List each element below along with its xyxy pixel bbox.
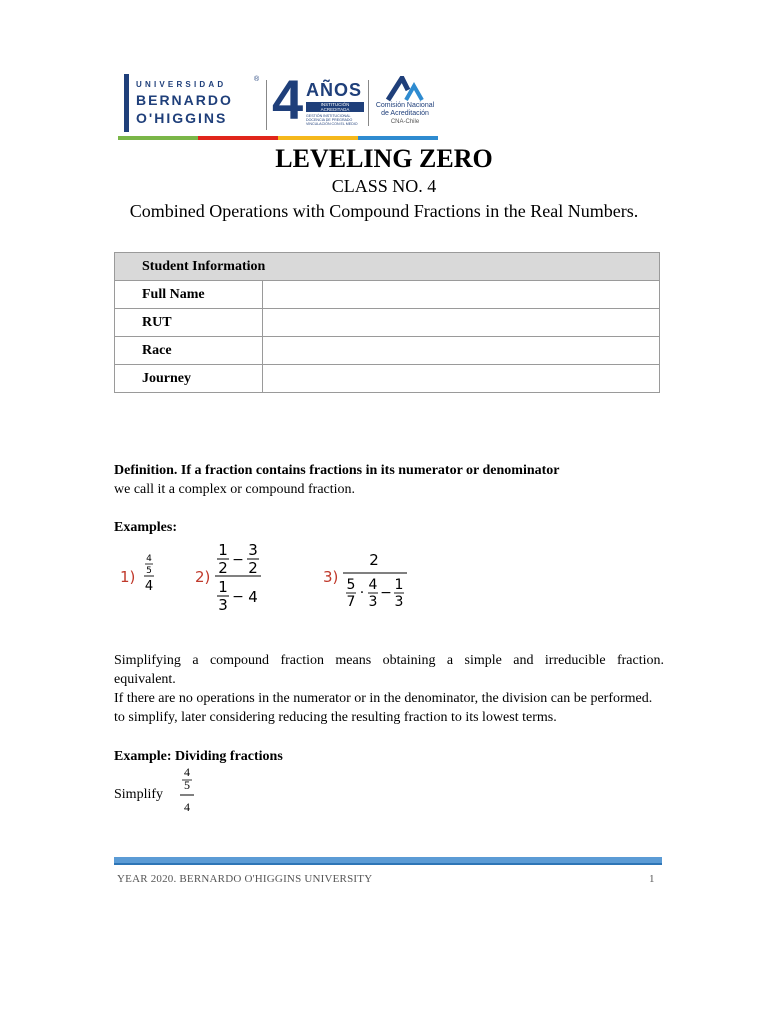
accreditation-years: AÑOS — [306, 80, 363, 100]
logo-ohiggins-word: O'HIGGINS — [136, 110, 228, 126]
page-number: 1 — [649, 873, 655, 885]
table-row — [115, 281, 660, 309]
example-2-d2: 2 — [248, 559, 258, 577]
table-row — [115, 365, 660, 393]
table-header-row — [115, 253, 660, 281]
example-3-c-den: 3 — [394, 594, 404, 610]
example-3-op: − — [380, 585, 392, 601]
field-value-full-name[interactable] — [263, 281, 660, 309]
cna-text — [372, 102, 438, 126]
example-3-a-den: 7 — [346, 594, 356, 610]
cna-line2: de Acreditación — [381, 110, 429, 117]
example-3-a-num: 5 — [346, 577, 356, 593]
student-info-table — [114, 252, 660, 393]
page-title: LEVELING ZERO — [275, 144, 493, 173]
definition-rest: we call it a complex or compound fraction. — [114, 482, 356, 497]
field-label-rut: RUT — [115, 309, 263, 337]
stripe-segment — [118, 136, 198, 140]
field-value-journey[interactable] — [263, 365, 660, 393]
registered-mark: ® — [254, 76, 260, 83]
simplify-line-3: If there are no operations in the numerator or in the denominator, the division can be performed. — [114, 691, 653, 706]
footer-bar-line — [114, 863, 662, 865]
logo-divider — [266, 80, 267, 130]
example-3-b-den: 3 — [368, 594, 378, 610]
example-3-b-num: 4 — [368, 577, 378, 593]
accreditation-logo — [272, 68, 368, 132]
example-1-label: 1) — [120, 568, 136, 586]
field-value-race[interactable] — [263, 337, 660, 365]
example-2-n3: 1 — [218, 578, 228, 596]
simplify-fraction-mid: 5 — [184, 778, 190, 792]
example-2-op2: − — [232, 589, 244, 605]
example-1-inner-den: 5 — [146, 566, 152, 576]
accreditation-number: 4 — [272, 68, 304, 131]
cna-logo — [372, 76, 438, 136]
example-2-w: 4 — [248, 588, 258, 606]
simplify-line-2: equivalent. — [114, 672, 176, 687]
accreditation-detail: GESTIÓN INSTITUCIONAL DOCENCIA DE PREGRADO VINCULACIÓN CON EL MEDIO — [306, 114, 358, 127]
logo-bernardo-word: BERNARDO — [136, 92, 233, 108]
simplify-word: Simplify — [114, 787, 164, 802]
logo-university-word: UNIVERSIDAD — [136, 80, 227, 89]
footer-text: YEAR 2020. BERNARDO O'HIGGINS UNIVERSITY — [117, 873, 373, 885]
logo-divider-2 — [368, 80, 369, 126]
example-dividing-heading: Example: Dividing fractions — [114, 749, 283, 764]
example-3-label: 3) — [323, 568, 339, 586]
stripe-segment — [278, 136, 358, 140]
examples-figure — [114, 540, 434, 616]
simplify-line-1: Simplifying a compound fraction means obtaining a simple and irreducible fraction. — [114, 653, 664, 668]
accreditation-band: INSTITUCIÓN ACREDITADA — [306, 102, 364, 112]
example-2-n2: 3 — [248, 541, 258, 559]
cna-line3: CNA-Chile — [390, 119, 420, 125]
example-3-c-num: 1 — [394, 577, 404, 593]
stripe-segment — [358, 136, 438, 140]
cna-mark-icon — [384, 76, 424, 102]
example-1-outer-num: 4 — [146, 554, 152, 564]
example-2-n1: 1 — [218, 541, 228, 559]
example-2-d1: 2 — [218, 559, 228, 577]
logo-bar — [124, 74, 129, 132]
field-label-journey: Journey — [115, 365, 263, 393]
table-row — [115, 309, 660, 337]
field-label-full-name: Full Name — [115, 281, 263, 309]
example-3-top: 2 — [369, 551, 379, 569]
simplify-fraction-den: 4 — [184, 800, 190, 814]
header-color-stripe — [118, 136, 438, 140]
example-3-dot: · — [359, 585, 365, 601]
class-number: CLASS NO. 4 — [331, 176, 437, 196]
example-2-op1: − — [232, 552, 244, 568]
example-1-outer-den: 4 — [144, 579, 154, 594]
field-label-race: Race — [115, 337, 263, 365]
simplify-line-4: to simplify, later considering reducing the resulting fraction to its lowest terms. — [114, 710, 557, 725]
cna-line1: Comisión Nacional — [375, 102, 435, 109]
university-logo — [124, 72, 264, 134]
definition-bold: Definition. If a fraction contains fractions in its numerator or denominator — [114, 463, 560, 478]
examples-label: Examples: — [114, 520, 177, 535]
stripe-segment — [198, 136, 278, 140]
simplify-fraction-num: 4 — [184, 765, 190, 779]
example-2-d3: 3 — [218, 596, 228, 614]
simplify-fraction — [176, 764, 200, 816]
example-2-label: 2) — [195, 568, 211, 586]
table-row — [115, 337, 660, 365]
table-header-cell: Student Information — [115, 253, 660, 281]
lesson-heading: Combined Operations with Compound Fractions in the Real Numbers. — [129, 201, 639, 221]
field-value-rut[interactable] — [263, 309, 660, 337]
